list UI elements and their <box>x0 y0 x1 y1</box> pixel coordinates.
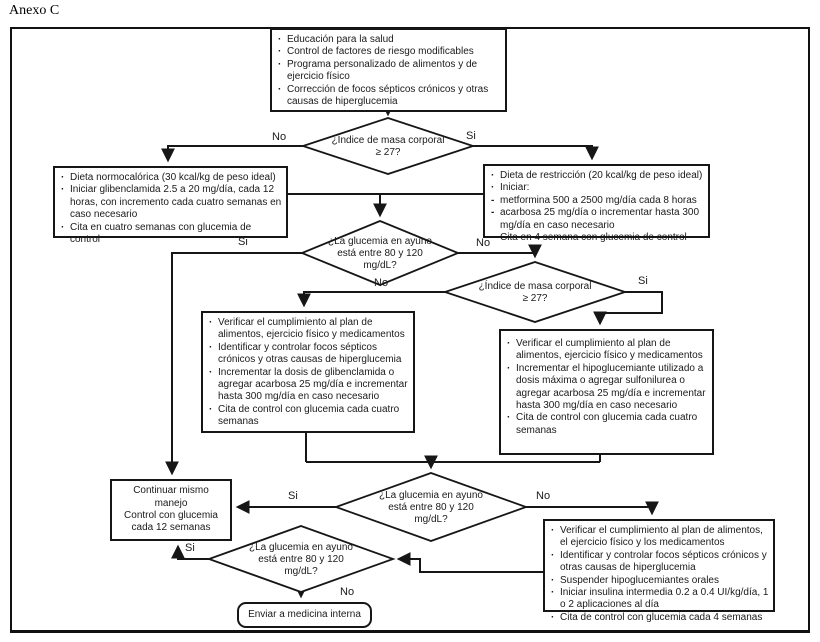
bullet-text: Dieta de restricción (20 kcal/kg de peso ideal) <box>500 170 703 181</box>
edge-label-gluc3-no: No <box>340 586 355 598</box>
list-item <box>278 46 501 58</box>
diet-restriction-box <box>483 164 710 243</box>
bullet-text: Suspender hipoglucemiantes orales <box>560 574 719 586</box>
edge-label-gluc1-si: Si <box>238 236 248 248</box>
continue-line-1: Continuar mismo manejo <box>133 485 209 509</box>
bullet-text: Cita en cuatro semanas con glucemia de control <box>70 221 252 245</box>
list-item <box>61 184 282 221</box>
adjust-glibenclamide-box <box>201 311 415 433</box>
list-item <box>61 172 282 184</box>
bullet-marker: · <box>278 46 282 58</box>
list-item <box>551 587 769 612</box>
list-item <box>491 195 704 207</box>
edge-label-gluc3-si: Si <box>185 542 195 554</box>
bullet-marker: · <box>61 221 65 233</box>
bullet-marker: - <box>491 194 495 206</box>
bullet-marker: · <box>209 366 213 378</box>
edge-label-bmi1-no: No <box>272 131 287 143</box>
edge-label-bmi1-si: Si <box>466 130 476 142</box>
bullet-text: Cita en 4 semana con glucemia de control <box>500 231 687 243</box>
diet-restriction-items <box>491 170 704 244</box>
list-item <box>278 34 501 46</box>
decision-glucose-2-label: ¿La glucemia en ayuno está entre 80 y 120 mg/dL? <box>379 490 483 525</box>
decision-glucose-1-label: ¿La glucemia en ayuno está entre 80 y 120 mg/dL? <box>328 236 432 271</box>
bullet-marker: · <box>507 412 511 424</box>
page-title: Anexo C <box>9 3 60 18</box>
bullet-marker: · <box>507 338 511 349</box>
bullet-text: Identificar y controlar focos sépticos crónicos y otras causas de hiperglucemia <box>218 341 402 366</box>
bullet-text: Cita de control con glucemia cada cuatro semanas <box>218 403 400 428</box>
edge-label-bmi2-si: Si <box>638 275 648 287</box>
bullet-marker: · <box>491 182 495 194</box>
decision-bmi-1-label: ¿Índice de masa corporal ≥ 27? <box>331 135 445 158</box>
bullet-marker: · <box>507 362 511 374</box>
bullet-marker: · <box>278 58 282 70</box>
list-item <box>507 363 708 413</box>
bullet-marker: · <box>61 184 65 196</box>
bullet-marker: · <box>551 525 555 536</box>
bullet-marker: · <box>551 586 555 598</box>
bullet-marker: · <box>61 172 65 183</box>
edge-label-gluc1-no: No <box>476 237 491 249</box>
bullet-text: Identificar y controlar focos sépticos crónicos y otras causas de hiperglucemia <box>560 549 767 574</box>
bullet-text: Programa personalizado de alimentos y de ejercicio físico <box>287 58 478 83</box>
list-item <box>209 404 409 429</box>
list-item <box>278 59 501 84</box>
adjust-glibenclamide-items <box>209 317 409 429</box>
bullet-text: Incrementar la dosis de glibenclamida o agregar acarbosa 25 mg/día e incrementar hasta 300 mg/día en caso necesario <box>218 366 408 403</box>
adjust-hypoglycemiant-items <box>507 338 708 437</box>
bullet-text: Dieta normocalórica (30 kcal/kg de peso ideal) <box>70 172 276 183</box>
entry-box <box>270 28 507 112</box>
list-item <box>61 222 282 247</box>
bullet-marker: · <box>278 83 282 95</box>
bullet-marker: · <box>551 549 555 561</box>
insulin-box-items <box>551 525 769 624</box>
decision-bmi-2-label: ¿Índice de masa corporal ≥ 27? <box>478 281 592 304</box>
insulin-box <box>543 519 775 623</box>
list-item <box>491 170 704 182</box>
list-item <box>551 550 769 575</box>
bullet-text: Corrección de focos sépticos crónicos y otras causas de hiperglucemia <box>287 83 489 107</box>
continue-line-2: Control con glucemia cada 12 semanas <box>124 510 218 534</box>
bullet-text: Incrementar el hipoglucemiante utilizado a dosis máxima o agregar sulfonilurea o agregar acarbosa 25 mg/día e incrementar hasta 300 mg/día en caso necesario <box>516 362 706 411</box>
list-item <box>209 342 409 367</box>
bullet-marker: · <box>209 403 213 415</box>
list-item <box>278 84 501 109</box>
bullet-marker: · <box>209 341 213 353</box>
edge-label-bmi2-no: No <box>374 277 389 289</box>
bullet-text: Educación para la salud <box>287 34 394 45</box>
edge-label-gluc2-si: Si <box>288 490 298 502</box>
bullet-text: acarbosa 25 mg/día o incrementar hasta 300 mg/día en caso necesario <box>500 207 700 231</box>
entry-box-items <box>278 34 501 108</box>
decision-glucose-3-label: ¿La glucemia en ayuno está entre 80 y 120 mg/dL? <box>249 542 353 577</box>
bullet-text: Verificar el cumplimiento al plan de alimentos, ejercicio físico y medicamentos <box>516 338 703 362</box>
continue-same-management-box <box>110 479 232 541</box>
bullet-marker: · <box>278 34 282 45</box>
list-item <box>551 525 769 550</box>
bullet-marker: · <box>551 611 555 623</box>
bullet-marker: · <box>551 574 555 586</box>
bullet-text: metformina 500 a 2500 mg/día cada 8 horas <box>500 194 697 206</box>
bullet-text: Control de factores de riesgo modificables <box>287 46 474 58</box>
bullet-text: Verificar el cumplimiento al plan de alimentos, ejercicio físico y medicamentos <box>218 317 405 341</box>
bullet-marker: · <box>491 231 495 243</box>
list-item <box>507 338 708 363</box>
list-item <box>209 317 409 342</box>
bullet-text: Iniciar glibenclamida 2.5 a 20 mg/día, cada 12 horas, con incremento cada cuatro semanas en caso necesario <box>70 184 282 221</box>
list-item <box>551 575 769 587</box>
bullet-marker: · <box>491 170 495 181</box>
bullet-marker: - <box>491 207 495 219</box>
list-item <box>491 232 704 244</box>
bullet-text: Iniciar: <box>500 182 530 194</box>
bullet-text: Cita de control con glucemia cada cuatro semanas <box>516 412 698 436</box>
bullet-marker: · <box>209 317 213 328</box>
refer-label: Enviar a medicina interna <box>248 608 361 620</box>
bullet-text: Verificar el cumplimiento al plan de alimentos, el ejercicio físico y los medicamentos <box>560 525 763 549</box>
bullet-text: Cita de control con glucemia cada 4 semanas <box>560 611 763 623</box>
list-item <box>551 612 769 624</box>
diet-normocaloric-items <box>61 172 282 246</box>
list-item <box>491 182 704 194</box>
list-item <box>491 207 704 232</box>
bullet-text: Iniciar insulina intermedia 0.2 a 0.4 UI/kg/día, 1 o 2 aplicaciones al día <box>560 586 769 611</box>
adjust-hypoglycemiant-box <box>499 329 714 455</box>
list-item <box>507 412 708 437</box>
edge-label-gluc2-no: No <box>536 490 551 502</box>
refer-internal-medicine-box <box>237 602 372 628</box>
list-item <box>209 367 409 404</box>
